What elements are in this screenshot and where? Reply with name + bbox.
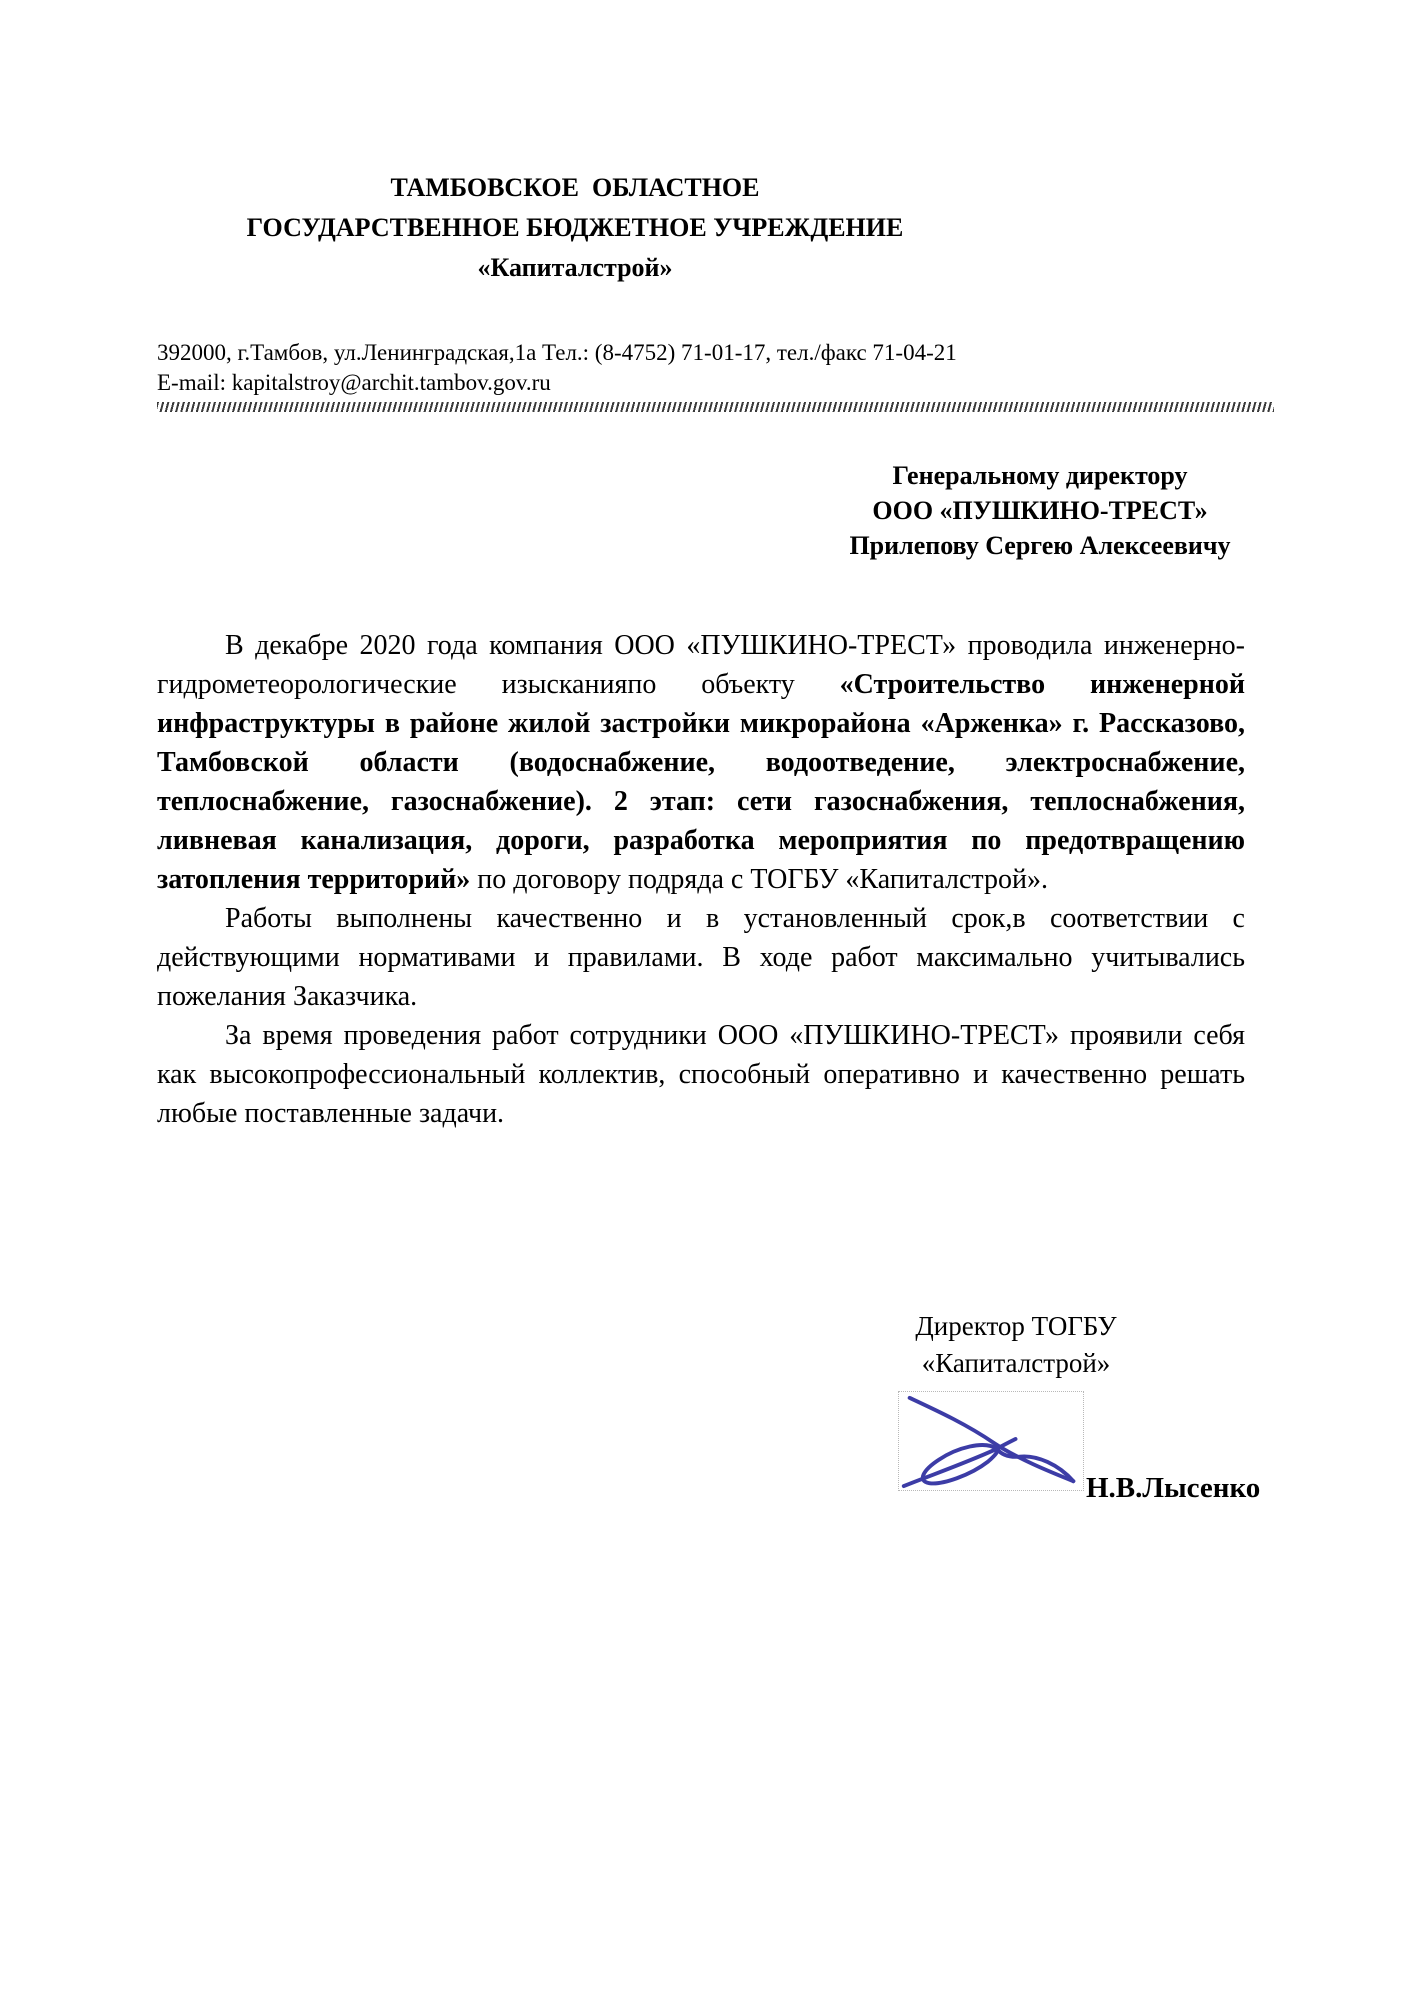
- recipient-position: Генеральному директору: [892, 461, 1188, 490]
- recipient-block: [820, 458, 1260, 563]
- signature-title-line1: Директор ТОГБУ: [915, 1311, 1117, 1341]
- paragraph-1-start: В декабре 2020 года компания ООО «ПУШКИНО-ТРЕСТ» проводила инженерно-гидрометеорологические изысканияпо объекту: [157, 630, 1245, 700]
- letterhead: [157, 168, 993, 288]
- email-line: E-mail: kapitalstroy@archit.tambov.gov.ru: [157, 370, 551, 395]
- org-name-line2: ГОСУДАРСТВЕННОЕ БЮДЖЕТНОЕ УЧРЕЖДЕНИЕ: [246, 213, 904, 242]
- org-name-line3: «Капиталстрой»: [477, 253, 673, 282]
- contact-block: [157, 338, 1157, 398]
- signature-title: [860, 1308, 1172, 1382]
- letter-body: [157, 626, 1245, 1133]
- paragraph-2: Работы выполнены качественно и в установленный срок,в соответствии с действующими нормативами и правилами. В ходе работ максимально учитывались пожелания Заказчика.: [157, 903, 1245, 1012]
- address-phone-line: 392000, г.Тамбов, ул.Ленинградская,1а Тел.: (8-4752) 71-01-17, тел./факс 71-04-21: [157, 340, 957, 365]
- recipient-company: ООО «ПУШКИНО-ТРЕСТ»: [872, 496, 1208, 525]
- org-name-line1: ТАМБОВСКОЕ ОБЛАСТНОЕ: [390, 173, 760, 202]
- hatched-divider: [157, 402, 1274, 412]
- signature-image: [898, 1391, 1084, 1491]
- paragraph-1: [157, 626, 1245, 899]
- signature-name: Н.В.Лысенко: [1086, 1472, 1261, 1504]
- signature-title-line2: «Капиталстрой»: [921, 1348, 1111, 1378]
- signature-stroke-icon: [899, 1392, 1083, 1490]
- recipient-person: Прилепову Сергею Алексеевичу: [849, 531, 1231, 560]
- paragraph-3: За время проведения работ сотрудники ООО «ПУШКИНО-ТРЕСТ» проявили себя как высокопрофессиональный коллектив, способный оперативно и качественно решать любые поставленные задачи.: [157, 1020, 1245, 1129]
- paragraph-1-project-title: «Строительство инженерной инфраструктуры в районе жилой застройки микрорайона «Арженка» г. Рассказово, Тамбовской области (водоснабжение, водоотведение, электроснабжение, теплоснабжение, газоснабжение). 2 этап: сети газоснабжения, теплоснабжения, ливневая канализация, дороги, разработка мероприятия по предотвращению затопления территорий»: [157, 669, 1245, 895]
- paragraph-1-end: по договору подряда с ТОГБУ «Капиталстрой».: [470, 864, 1048, 895]
